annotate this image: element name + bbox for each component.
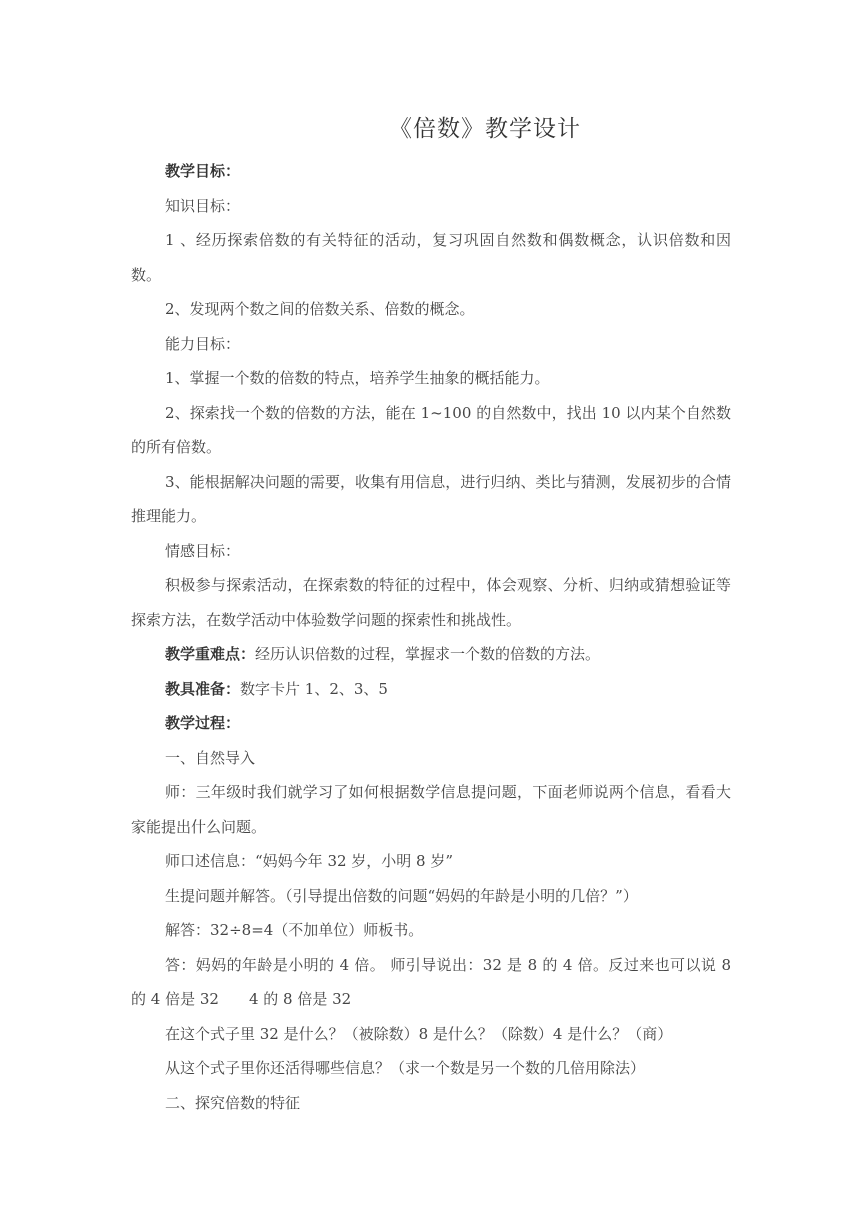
paragraph: 从这个式子里你还活得哪些信息？（求一个数是另一个数的几倍用除法）: [165, 1059, 646, 1077]
paragraph: 师口述信息：“妈妈今年 32 岁，小明 8 岁”: [165, 852, 454, 870]
document-body: [131, 154, 731, 1120]
answer-text-extra: 4 的 8 倍是 32: [248, 990, 352, 1008]
materials-text: 数字卡片 1、2、3、5: [240, 679, 388, 698]
paragraph: 积极参与探索活动，在探索数的特征的过程中，体会观察、分析、归纳或猜想验证等探索方法，在数学活动中体验数学问题的探索性和挑战性。: [131, 576, 731, 629]
bold-label: 教学目标：: [165, 162, 241, 180]
bold-label: 教学过程：: [165, 714, 241, 732]
document-title: 《倍数》教学设计: [389, 116, 581, 142]
paragraph: 在这个式子里 32 是什么？（被除数）8 是什么？（除数）4 是什么？（商）: [165, 1024, 673, 1043]
heading-teaching-process: [131, 706, 731, 741]
materials-paragraph: [131, 672, 731, 707]
paragraph: 解答：32÷8=4（不加单位）师板书。: [165, 921, 424, 939]
knowledge-goals-label: 知识目标：: [165, 196, 241, 215]
key-points-paragraph: [131, 637, 731, 672]
paragraph: 生提问题并解答。（引导提出倍数的问题“妈妈的年龄是小明的几倍？”）: [165, 886, 638, 905]
paragraph: [131, 948, 731, 1017]
paragraph: 2、发现两个数之间的倍数关系、倍数的概念。: [165, 300, 475, 318]
bold-label: 教学重难点：: [165, 645, 256, 663]
paragraph: 1 、经历探索倍数的有关特征的活动，复习巩固自然数和偶数概念，认识倍数和因数。: [131, 231, 731, 284]
paragraph: 1、掌握一个数的倍数的特点，培养学生抽象的概括能力。: [165, 369, 550, 387]
key-points-text: 经历认识倍数的过程，掌握求一个数的倍数的方法。: [255, 645, 601, 663]
heading-teaching-goals: [131, 154, 731, 189]
paragraph: 3、能根据解决问题的需要，收集有用信息，进行归纳、类比与猜测，发展初步的合情推理能力。: [131, 472, 731, 525]
section-heading: 一、自然导入: [165, 748, 256, 767]
paragraph: 2、探索找一个数的倍数的方法，能在 1~100 的自然数中，找出 10 以内某个自然数的所有倍数。: [131, 403, 731, 456]
bold-label: 教具准备：: [165, 679, 241, 698]
answer-text: 答：妈妈的年龄是小明的 4 倍。 师引导说出：32 是 8 的 4 倍。反过来也可以说 8 的 4 倍是 32: [131, 955, 731, 1008]
paragraph: 师：三年级时我们就学习了如何根据数学信息提问题，下面老师说两个信息，看看大家能提出什么问题。: [131, 783, 731, 836]
ability-goals-label: 能力目标：: [165, 334, 241, 353]
emotion-goals-label: 情感目标：: [165, 541, 241, 560]
section-heading: 二、探究倍数的特征: [165, 1093, 301, 1112]
